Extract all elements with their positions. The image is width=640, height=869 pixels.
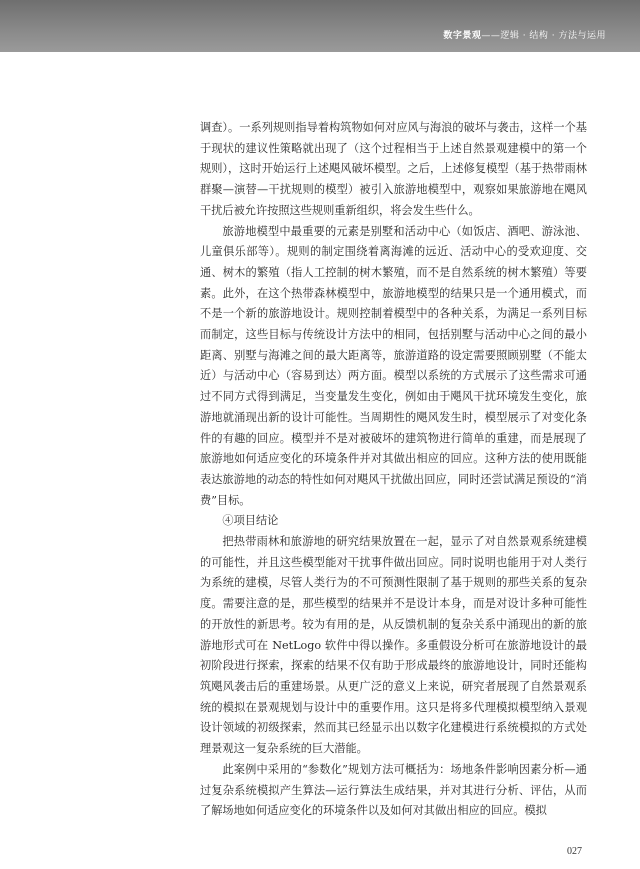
paragraph: 旅游地模型中最重要的元素是别墅和活动中心（如饭店、酒吧、游泳池、儿童俱乐部等）。规则的制定围绕着离海滩的远近、活动中心的受欢迎度、交通、树木的繁殖（指人工控制的树木繁殖，而不是自然系统的树木繁殖）等要素。此外，在这个热带森林模型中，旅游地模型的结果只是一个通用模式，而不是一个新的旅游地设计。规则控制着模型中的各种关系，为满足一系列目标而制定，这些目标与传统设计方法中的相同，包括别墅与活动中心之间的最小距离、别墅与海滩之间的最大距离等，旅游道路的设定需要照顾别墅（不能太近）与活动中心（容易到达）两方面。模型以系统的方式展示了这些需求可通过不同方式得到满足，当变量发生变化，例如由于飓风干扰环境发生变化，旅游地就涌现出新的设计可能性。当周期性的飓风发生时，模型展示了对变化条件的有趣的回应。模型并不是对被破坏的建筑物进行简单的重建，而是展现了旅游地如何适应变化的环境条件并对其做出相应的回应。这种方法的使用既能表达旅游地的动态的特性如何对飓风干扰做出回应，同时还尝试满足预设的“消费”目标。: [200, 224, 587, 507]
paragraph: 调查）。一系列规则指导着构筑物如何对应风与海浪的破坏与袭击，这样一个基于现状的建议性策略就出现了（这个过程相当于上述自然景观建模中的第一个规则），这时开始运行上述飓风破坏模型。之后，上述修复模型（基于热带雨林群聚—演替—干扰规则的模型）被引入旅游地模型中，观察如果旅游地在飓风干扰后被允许按照这些规则重新组织，将会发生些什么。: [200, 121, 587, 217]
section-heading: ④项目结论: [222, 514, 279, 528]
page-number: 027: [567, 846, 582, 857]
body-text: [200, 118, 587, 822]
paragraph: 此案例中采用的“参数化”规划方法可概括为：场地条件影响因素分析—通过复杂系统模拟产生算法—运行算法生成结果，并对其进行分析、评估，从而了解场地如何适应变化的环境条件以及如何对其做出相应的回应。模拟: [200, 762, 587, 818]
paragraph: 把热带雨林和旅游地的研究结果放置在一起，显示了对自然景观系统建模的可能性，并且这些模型能对干扰事件做出回应。同时说明也能用于对人类行为系统的建模，尽管人类行为的不可预测性限制了基于规则的那些关系的复杂度。需要注意的是，那些模型的结果并不是设计本身，而是对设计多种可能性的开放性的新思考。较为有用的是，从反馈机制的复杂关系中涌现出的新的旅游地形式可在 NetLogo 软件中得以操作。多重假设分析可在旅游地设计的最初阶段进行探索，探索的结果不仅有助于形成最终的旅游地设计，同时还能构筑飓风袭击后的重建场景。从更广泛的意义上来说，研究者展现了自然景观系统的模拟在景观规划与设计中的重要作用。这只是将多代理模拟模型纳入景观设计领域的初级探索，然而其已经显示出以数字化建模进行系统模拟的方式处理景观这一复杂系统的巨大潜能。: [200, 535, 587, 756]
header-band: [0, 0, 640, 52]
book-subtitle: ——逻辑 · 结构 · 方法与运用: [481, 31, 606, 41]
book-title: 数字景观: [443, 31, 482, 41]
running-header: [443, 28, 606, 41]
